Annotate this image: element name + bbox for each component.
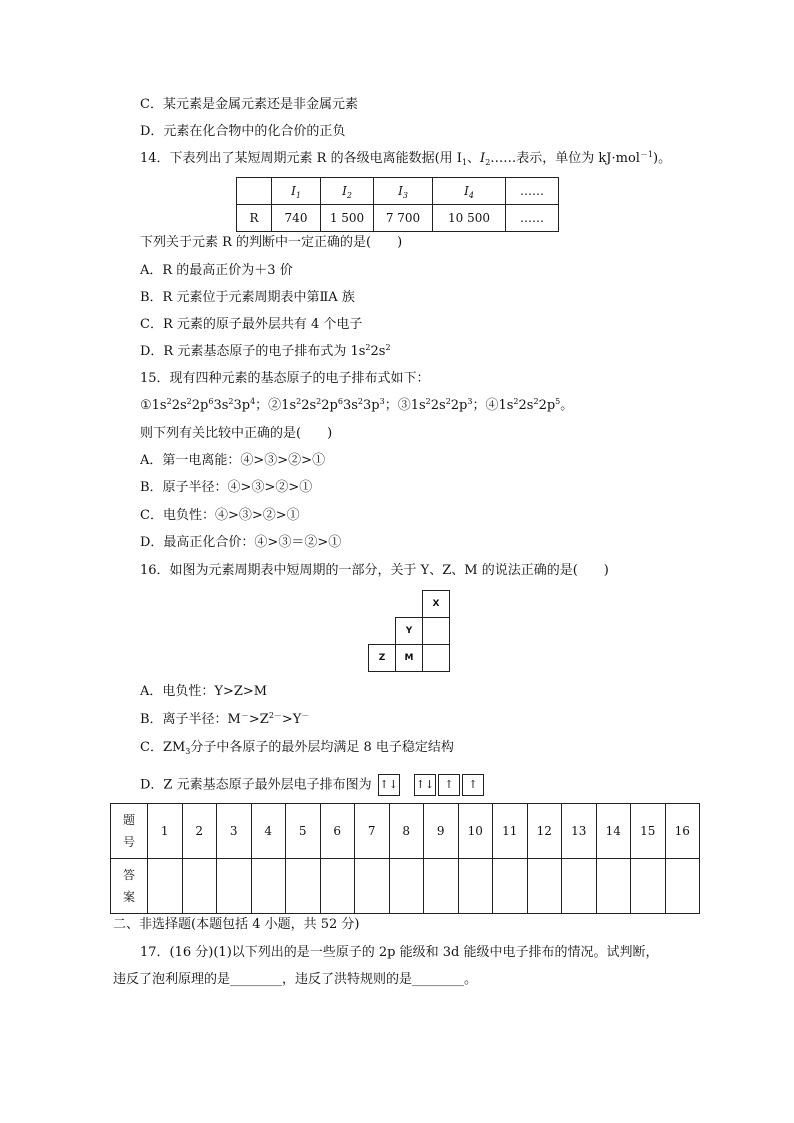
answer-number: 7 <box>355 804 390 859</box>
table-cell: 7 700 <box>374 205 433 232</box>
element-x: X <box>423 591 450 618</box>
element-z: Z <box>369 645 396 672</box>
table-row <box>111 804 700 859</box>
periodic-table-fragment <box>368 590 450 672</box>
q14-option-c: C．R 元素的原子最外层共有 4 个电子 <box>140 317 363 332</box>
empty-cell <box>396 591 423 618</box>
table-header: $I_2$ <box>321 178 374 205</box>
q15-option-b: B．原子半径：④>③>②>① <box>140 480 313 495</box>
element-blank <box>423 645 450 672</box>
q14-option-d: D．R 元素基态原子的电子排布式为 $1s^22s^2$ <box>140 343 391 359</box>
element-y: Y <box>396 618 423 645</box>
answer-number: 10 <box>458 804 493 859</box>
answer-cell[interactable] <box>182 859 217 914</box>
answer-cell[interactable] <box>527 859 562 914</box>
section-heading: 二、非选择题(本题包括 4 小题，共 52 分) <box>113 917 360 932</box>
answer-cell[interactable] <box>458 859 493 914</box>
orbital-box: ↑↓ <box>414 774 436 796</box>
q16-option-b: B．离子半径：$M^->Z^{2-}>Y^-$ <box>140 711 310 727</box>
answer-table <box>110 803 700 914</box>
answer-number: 14 <box>596 804 631 859</box>
q14-option-b: B．R 元素位于元素周期表中第ⅡA 族 <box>140 290 355 305</box>
orbital-box: ↑ <box>462 774 484 796</box>
q14-intro: 14．下表列出了某短周期元素 R 的各级电离能数据(用 $I_1$、$I_2\dots\dots$表示，单位为 kJ·mol$^{-1}$)。 <box>140 150 672 167</box>
answer-label-answer: 答案 <box>111 859 148 914</box>
answer-number: 15 <box>631 804 666 859</box>
q16-option-d: D．Z 元素基态原子最外层电子排布图为 ↑↓ ↑↓ ↑ ↑ <box>140 774 484 796</box>
answer-number: 8 <box>389 804 424 859</box>
q15-configs: $①1s^22s^22p^63s^23p^4$；$②1s^22s^22p^63s^23p^3$；$③1s^22s^22p^3$；$④1s^22s^22p^5$。 <box>140 397 574 413</box>
ionization-table <box>236 177 559 232</box>
element-m: M <box>396 645 423 672</box>
option-c-q13: C．某元素是金属元素还是非金属元素 <box>140 97 358 112</box>
q15-intro: 15．现有四种元素的基态原子的电子排布式如下： <box>140 371 430 386</box>
table-cell: 1 500 <box>321 205 374 232</box>
answer-number: 2 <box>182 804 217 859</box>
answer-cell[interactable] <box>148 859 183 914</box>
answer-cell[interactable] <box>631 859 666 914</box>
table-cell <box>237 178 272 205</box>
answer-number: 13 <box>562 804 597 859</box>
q15-stem: 则下列有关比较中正确的是( ) <box>140 426 333 441</box>
table-cell: R <box>237 205 272 232</box>
table-header: $I_3$ <box>374 178 433 205</box>
q15-option-a: A．第一电离能：④>③>②>① <box>140 453 326 468</box>
q14-option-a: A．R 的最高正价为＋3 价 <box>140 263 293 278</box>
q15-option-d: D．最高正化合价：④>③＝②>① <box>140 535 342 550</box>
empty-cell <box>369 618 396 645</box>
table-row <box>237 205 559 232</box>
answer-number: 11 <box>493 804 528 859</box>
orbital-box: ↑↓ <box>378 774 400 796</box>
q17-line2: 违反了泡利原理的是________，违反了洪特规则的是________。 <box>113 972 478 987</box>
table-cell: 740 <box>272 205 321 232</box>
answer-number: 5 <box>286 804 321 859</box>
answer-number: 3 <box>217 804 252 859</box>
answer-cell[interactable] <box>389 859 424 914</box>
answer-cell[interactable] <box>665 859 700 914</box>
answer-number: 9 <box>424 804 459 859</box>
option-d-q13: D．元素在化合物中的化合价的正负 <box>140 124 346 139</box>
answer-number: 16 <box>665 804 700 859</box>
q14-stem: 下列关于元素 R 的判断中一定正确的是( ) <box>140 235 403 250</box>
answer-cell[interactable] <box>562 859 597 914</box>
answer-number: 12 <box>527 804 562 859</box>
table-header: …… <box>506 178 559 205</box>
answer-cell[interactable] <box>320 859 355 914</box>
q15-option-c: C．电负性：④>③>②>① <box>140 508 300 523</box>
answer-cell[interactable] <box>493 859 528 914</box>
empty-cell <box>369 591 396 618</box>
table-header: $I_1$ <box>272 178 321 205</box>
orbital-box: ↑ <box>438 774 460 796</box>
table-header: $I_4$ <box>433 178 506 205</box>
answer-number: 1 <box>148 804 183 859</box>
table-cell: 10 500 <box>433 205 506 232</box>
answer-cell[interactable] <box>286 859 321 914</box>
answer-label-number: 题号 <box>111 804 148 859</box>
table-row <box>237 178 559 205</box>
answer-cell[interactable] <box>424 859 459 914</box>
answer-number: 6 <box>320 804 355 859</box>
q17-line1: 17．(16 分)(1)以下列出的是一些原子的 2p 能级和 3d 能级中电子排布的情况。试判断， <box>140 945 659 960</box>
q16-intro: 16．如图为元素周期表中短周期的一部分，关于 Y、Z、M 的说法正确的是( ) <box>140 563 609 578</box>
q16-option-c: C．$ZM_3$分子中各原子的最外层均满足 8 电子稳定结构 <box>140 740 454 756</box>
element-blank <box>423 618 450 645</box>
q16-option-a: A．电负性：Y>Z>M <box>140 684 268 699</box>
answer-cell[interactable] <box>251 859 286 914</box>
answer-cell[interactable] <box>355 859 390 914</box>
answer-number: 4 <box>251 804 286 859</box>
answer-cell[interactable] <box>217 859 252 914</box>
answer-cell[interactable] <box>596 859 631 914</box>
table-cell: …… <box>506 205 559 232</box>
table-row <box>111 859 700 914</box>
